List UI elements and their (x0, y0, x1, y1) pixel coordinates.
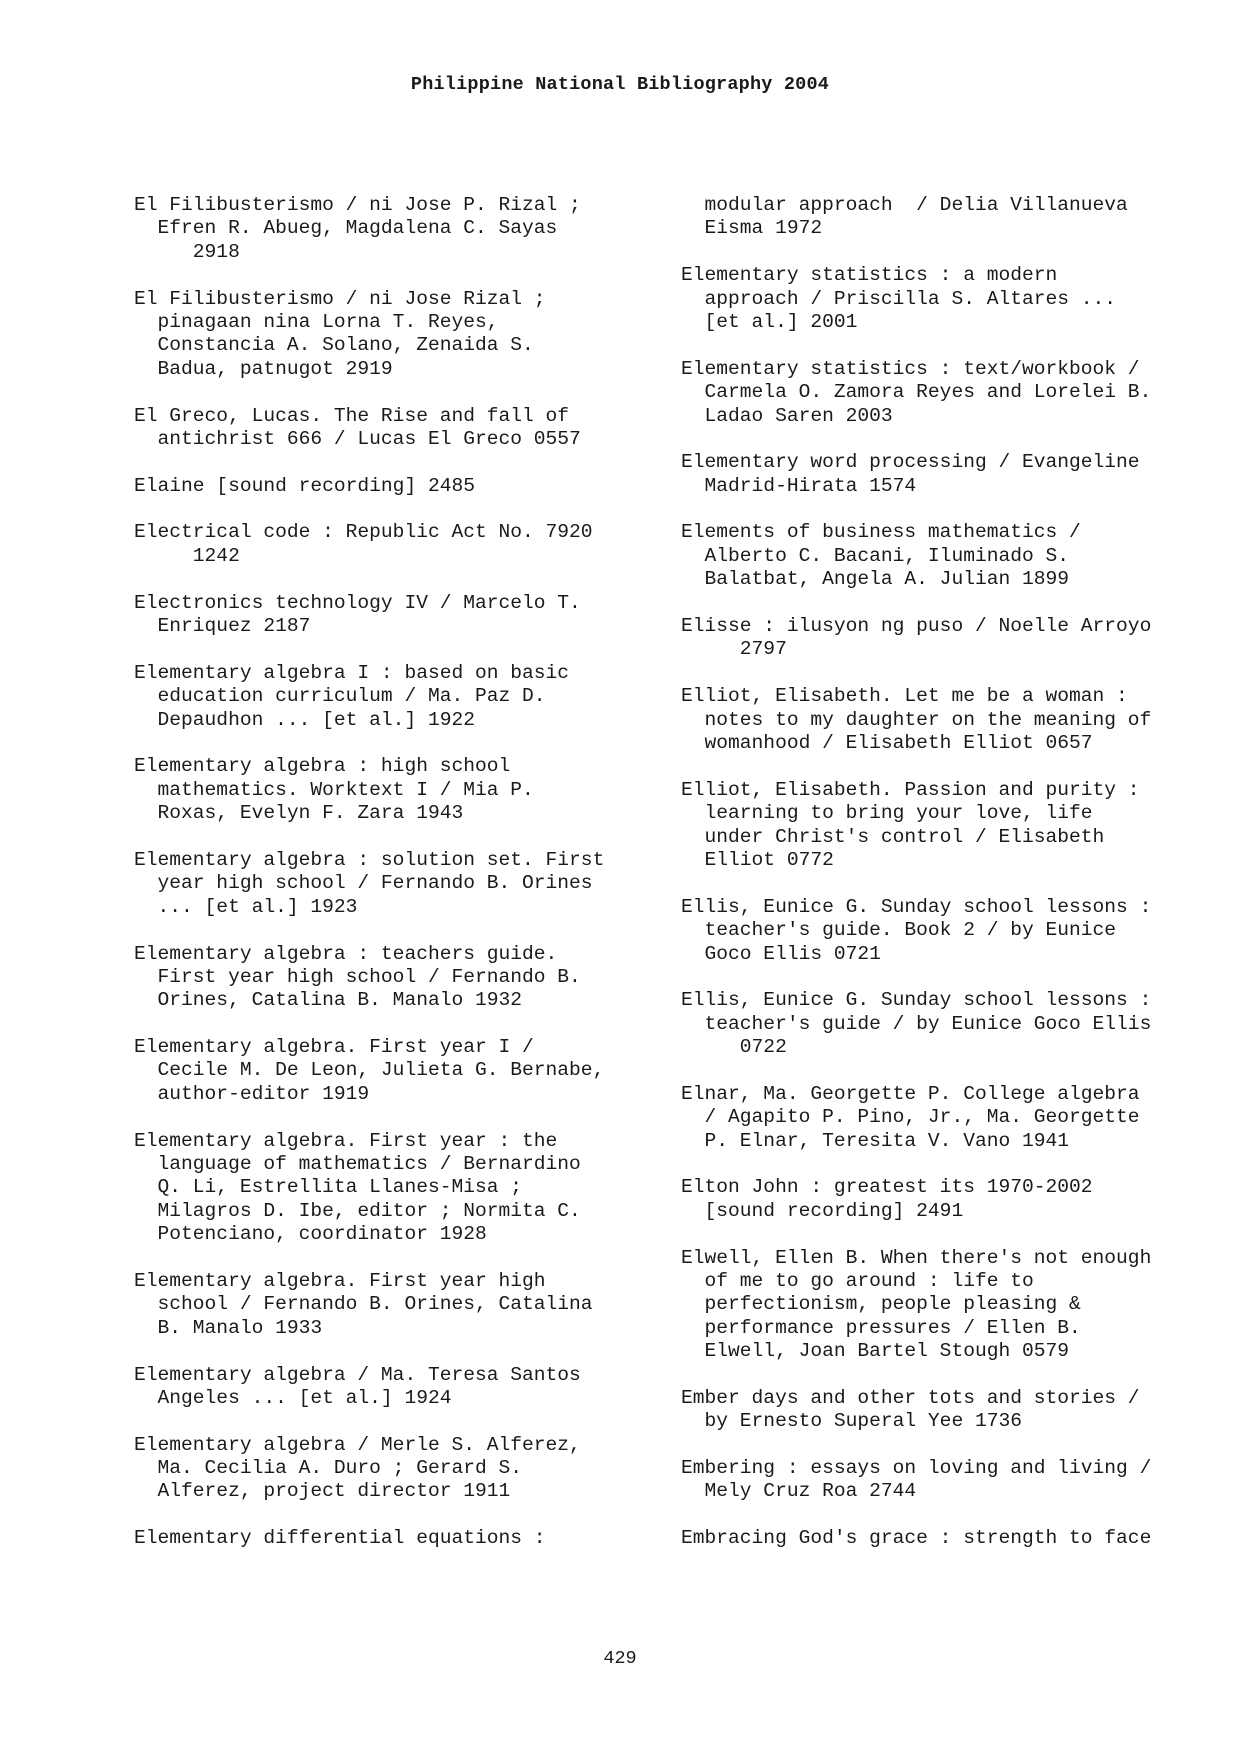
bibliography-entry (134, 521, 654, 568)
entry-line: Depaudhon ... [et al.] 1922 (134, 708, 475, 731)
entry-line: Mely Cruz Roa 2744 (681, 1480, 917, 1503)
entry-line: 0722 (681, 1036, 787, 1059)
bibliography-entry (681, 1247, 1201, 1364)
bibliography-entry (134, 755, 654, 825)
entry-line: notes to my daughter on the meaning of (681, 708, 1152, 731)
entry-line: Potenciano, coordinator 1928 (134, 1223, 487, 1246)
entry-line: learning to bring your love, life (681, 802, 1093, 825)
entry-line: Elementary algebra. First year I / (134, 1036, 534, 1059)
entry-line: Elementary algebra / Ma. Teresa Santos (134, 1363, 581, 1386)
entry-line: language of mathematics / Bernardino (134, 1153, 581, 1176)
bibliography-entry (681, 1176, 1201, 1223)
entry-line: of me to go around : life to (681, 1269, 1034, 1292)
bibliography-entry (134, 405, 654, 452)
entry-line: Eisma 1972 (681, 217, 823, 240)
bibliography-entry (681, 896, 1201, 966)
entry-line: Electronics technology IV / Marcelo T. (134, 591, 581, 614)
entry-line: 1242 (134, 544, 240, 567)
entry-line: approach / Priscilla S. Altares ... (681, 287, 1117, 310)
bibliography-entry (681, 194, 1201, 241)
entry-line: Elliot, Elisabeth. Passion and purity : (681, 778, 1140, 801)
entry-line: under Christ's control / Elisabeth (681, 825, 1105, 848)
entry-line: Elementary algebra : teachers guide. (134, 942, 558, 965)
entry-line: Badua, patnugot 2919 (134, 357, 393, 380)
entry-line: / Agapito P. Pino, Jr., Ma. Georgette (681, 1106, 1140, 1129)
entry-line: Constancia A. Solano, Zenaida S. (134, 334, 534, 357)
bibliography-entry (134, 849, 654, 919)
entry-line: Elementary algebra / Merle S. Alferez, (134, 1433, 581, 1456)
entry-line: Elwell, Ellen B. When there's not enough (681, 1246, 1152, 1269)
bibliography-entry (681, 451, 1201, 498)
entry-line: Efren R. Abueg, Magdalena C. Sayas (134, 217, 558, 240)
entry-line: Alferez, project director 1911 (134, 1480, 511, 1503)
entry-line: Elaine [sound recording] 2485 (134, 474, 475, 497)
bibliography-entry (681, 264, 1201, 334)
left-column (134, 194, 654, 1551)
entry-line: [sound recording] 2491 (681, 1199, 964, 1222)
entry-line: Elnar, Ma. Georgette P. College algebra (681, 1082, 1140, 1105)
bibliography-entry (134, 1434, 654, 1504)
entry-line: teacher's guide / by Eunice Goco Ellis (681, 1012, 1152, 1035)
bibliography-entry (134, 1364, 654, 1411)
entry-line: Embracing God's grace : strength to face (681, 1527, 1152, 1550)
entry-line: Roxas, Evelyn F. Zara 1943 (134, 802, 464, 825)
entry-line: Elementary algebra : high school (134, 755, 511, 778)
entry-line: Elements of business mathematics / (681, 521, 1081, 544)
entry-line: Elementary statistics : a modern (681, 264, 1058, 287)
entry-line: Alberto C. Bacani, Iluminado S. (681, 544, 1070, 567)
entry-line: Enriquez 2187 (134, 615, 311, 638)
entry-line: 2797 (681, 638, 787, 661)
entry-line: Ladao Saren 2003 (681, 404, 893, 427)
entry-line: El Filibusterismo / ni Jose Rizal ; (134, 287, 546, 310)
bibliography-entry (681, 685, 1201, 755)
bibliography-entry (134, 194, 654, 264)
entry-line: Carmela O. Zamora Reyes and Lorelei B. (681, 381, 1152, 404)
bibliography-entry (134, 1036, 654, 1106)
bibliography-entry (134, 475, 654, 498)
entry-line: El Greco, Lucas. The Rise and fall of (134, 404, 570, 427)
entry-line: 2918 (134, 240, 240, 263)
entry-line: perfectionism, people pleasing & (681, 1293, 1081, 1316)
entry-line: ... [et al.] 1923 (134, 895, 358, 918)
entry-line: teacher's guide. Book 2 / by Eunice (681, 919, 1117, 942)
entry-line: Embering : essays on loving and living / (681, 1457, 1152, 1480)
entry-line: Orines, Catalina B. Manalo 1932 (134, 989, 523, 1012)
bibliography-entry (681, 1527, 1201, 1550)
entry-line: Balatbat, Angela A. Julian 1899 (681, 568, 1070, 591)
entry-line: Elton John : greatest its 1970-2002 (681, 1176, 1093, 1199)
entry-line: Elementary algebra I : based on basic (134, 661, 570, 684)
bibliography-entry (681, 779, 1201, 873)
entry-line: Ellis, Eunice G. Sunday school lessons : (681, 895, 1152, 918)
entry-line: Madrid-Hirata 1574 (681, 474, 917, 497)
entry-line: Elementary differential equations : (134, 1527, 546, 1550)
entry-line: [et al.] 2001 (681, 310, 858, 333)
bibliography-entry (681, 1083, 1201, 1153)
bibliography-entry (134, 288, 654, 382)
entry-line: Elementary algebra. First year : the (134, 1129, 558, 1152)
entry-line: Cecile M. De Leon, Julieta G. Bernabe, (134, 1059, 605, 1082)
bibliography-entry (134, 1527, 654, 1550)
bibliography-entry (134, 592, 654, 639)
page-number: 429 (603, 1648, 637, 1669)
entry-line: Goco Ellis 0721 (681, 942, 881, 965)
entry-line: antichrist 666 / Lucas El Greco 0557 (134, 427, 581, 450)
entry-line: education curriculum / Ma. Paz D. (134, 685, 546, 708)
right-column (681, 194, 1201, 1551)
entry-line: pinagaan nina Lorna T. Reyes, (134, 310, 499, 333)
entry-line: Angeles ... [et al.] 1924 (134, 1386, 452, 1409)
bibliography-entry (681, 989, 1201, 1059)
entry-line: Elisse : ilusyon ng puso / Noelle Arroyo (681, 615, 1152, 638)
entry-line: Elwell, Joan Bartel Stough 0579 (681, 1340, 1070, 1363)
bibliography-entry (681, 358, 1201, 428)
entry-line: womanhood / Elisabeth Elliot 0657 (681, 731, 1093, 754)
entry-line: performance pressures / Ellen B. (681, 1316, 1081, 1339)
entry-line: B. Manalo 1933 (134, 1316, 323, 1339)
entry-line: Elementary word processing / Evangeline (681, 451, 1140, 474)
entry-line: Elementary algebra. First year high (134, 1269, 546, 1292)
entry-line: P. Elnar, Teresita V. Vano 1941 (681, 1129, 1070, 1152)
entry-line: year high school / Fernando B. Orines (134, 872, 593, 895)
page-title: Philippine National Bibliography 2004 (410, 74, 830, 95)
entry-line: modular approach / Delia Villanueva (681, 194, 1128, 216)
entry-line: Elliot, Elisabeth. Let me be a woman : (681, 685, 1128, 708)
entry-line: Ma. Cecilia A. Duro ; Gerard S. (134, 1457, 523, 1480)
entry-line: Elementary algebra : solution set. First (134, 848, 605, 871)
entry-line: Ellis, Eunice G. Sunday school lessons : (681, 989, 1152, 1012)
bibliography-entry (134, 662, 654, 732)
bibliography-entry (681, 615, 1201, 662)
bibliography-entry (681, 1387, 1201, 1434)
entry-line: mathematics. Worktext I / Mia P. (134, 778, 534, 801)
bibliography-entry (134, 943, 654, 1013)
entry-line: school / Fernando B. Orines, Catalina (134, 1293, 593, 1316)
entry-line: Elementary statistics : text/workbook / (681, 357, 1140, 380)
bibliography-entry (134, 1130, 654, 1247)
entry-line: by Ernesto Superal Yee 1736 (681, 1410, 1022, 1433)
bibliography-entry (134, 1270, 654, 1340)
entry-line: Elliot 0772 (681, 848, 834, 871)
entry-line: First year high school / Fernando B. (134, 965, 581, 988)
entry-line: Ember days and other tots and stories / (681, 1386, 1140, 1409)
entry-line: Milagros D. Ibe, editor ; Normita C. (134, 1199, 581, 1222)
entry-line: Electrical code : Republic Act No. 7920 (134, 521, 593, 544)
entry-line: author-editor 1919 (134, 1082, 370, 1105)
entry-line: Q. Li, Estrellita Llanes-Misa ; (134, 1176, 523, 1199)
entry-line: El Filibusterismo / ni Jose P. Rizal ; (134, 194, 581, 216)
bibliography-entry (681, 521, 1201, 591)
bibliography-entry (681, 1457, 1201, 1504)
